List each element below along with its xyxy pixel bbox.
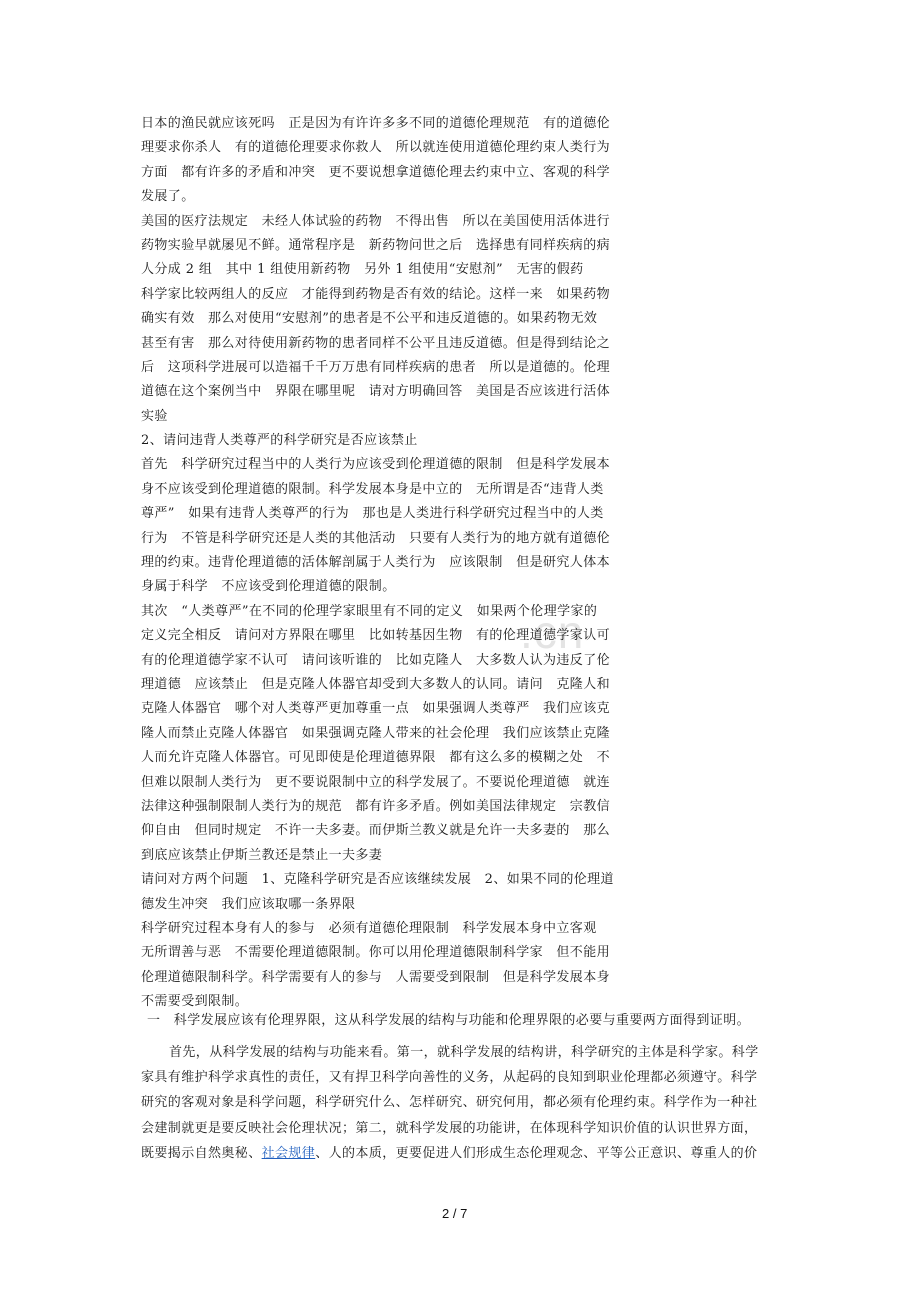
text-line: 药物实验早就屡见不鲜。通常程序是 新药物问世之后 选择患有同样疾病的病 (141, 237, 611, 253)
text-line: 德发生冲突 我们应该取哪一条界限 (141, 896, 356, 912)
text-line: 请问对方两个问题 1、克隆科学研究是否应该继续发展 2、如果不同的伦理道 (141, 872, 614, 888)
text-line: 克隆人体器官 哪个对人类尊严更加尊重一点 如果强调人类尊严 我们应该克 (141, 701, 611, 717)
text-line: 身属于科学 不应该受到伦理道德的限制。 (141, 579, 396, 595)
text-line: 但难以限制人类行为 更不要说限制中立的科学发展了。不要说伦理道德 就连 (141, 774, 611, 790)
paragraph-line-with-link (141, 1141, 781, 1166)
text-line: 2、请问违背人类尊严的科学研究是否应该禁止 (141, 433, 418, 449)
text-line: 有的伦理道德学家不认可 请问该听谁的 比如克隆人 大多数人认为违反了伦 (141, 652, 611, 668)
narrow-text-block (141, 112, 629, 1014)
text-before-link: 既要揭示自然奥秘、 (141, 1145, 262, 1161)
text-line: 仰自由 但同时规定 不许一夫多妻。而伊斯兰教义就是允许一夫多妻的 那么 (141, 823, 611, 839)
text-line: 科学研究过程本身有人的参与 必须有道德伦理限制 科学发展本身中立客观 (141, 920, 597, 936)
text-line: 理的约束。违背伦理道德的活体解剖属于人类行为 应该限制 但是研究人体本 (141, 555, 611, 571)
text-line: 美国的医疗法规定 未经人体试验的药物 不得出售 所以在美国使用活体进行 (141, 213, 611, 229)
text-line: 首先 科学研究过程当中的人类行为应该受到伦理道德的限制 但是科学发展本 (141, 457, 611, 473)
text-line: 无所谓善与恶 不需要伦理道德限制。你可以用伦理道德限制科学家 但不能用 (141, 945, 611, 961)
text-line: 行为 不管是科学研究还是人类的其他活动 只要有人类行为的地方就有道德伦 (141, 530, 611, 546)
paragraph-line: 家具有维护科学求真性的责任，又有捍卫科学向善性的义务，从起码的良知到职业伦理都必须遵守。科学 (141, 1070, 758, 1086)
text-line: 尊严” 如果有违背人类尊严的行为 那也是人类进行科学研究过程当中的人类 (141, 506, 604, 522)
page-number: 2 / 7 (442, 1206, 468, 1221)
text-line: 日本的渔民就应该死吗 正是因为有许许多多不同的道德伦理规范 有的道德伦 (141, 116, 611, 131)
text-line: 道德在这个案例当中 界限在哪里呢 请对方明确回答 美国是否应该进行活体 (141, 384, 611, 400)
paragraph-line: 首先，从科学发展的结构与功能来看。第一，就科学发展的结构讲，科学研究的主体是科学家。科学 (169, 1045, 759, 1060)
text-line: 伦理道德限制科学。科学需要有人的参与 人需要受到限制 但是科学发展本身 (141, 969, 611, 985)
text-line: 人而允许克隆人体器官。可见即使是伦理道德界限 都有这么多的模糊之处 不 (141, 750, 611, 766)
paragraph-line: 会建制就更是要反映社会伦理状况；第二，就科学发展的功能讲，在体现科学知识价值的认识世界方面， (141, 1120, 758, 1136)
text-line: 其次 “人类尊严”在不同的伦理学家眼里有不同的定义 如果两个伦理学家的 (141, 603, 598, 619)
text-line: 理道德 应该禁止 但是克隆人体器官却受到大多数人的认同。请问 克隆人和 (141, 676, 611, 692)
text-after-link: 、人的本质，更要促进人们形成生态伦理观念、平等公正意识、尊重人的价 (315, 1145, 758, 1161)
text-line: 隆人而禁止克隆人体器官 如果强调克隆人带来的社会伦理 我们应该禁止克隆 (141, 725, 611, 741)
text-line: 确实有效 那么对使用“安慰剂”的患者是不公平和违反道德的。如果药物无效 (141, 311, 598, 327)
paragraph-line: 研究的客观对象是科学问题，科学研究什么、怎样研究、研究何用，都必须有伦理约束。科学作为一种社 (141, 1095, 758, 1111)
text-line: 实验 (141, 408, 168, 424)
text-line: 身不应该受到伦理道德的限制。科学发展本身是中立的 无所谓是否“违背人类 (141, 481, 604, 497)
text-line: 人分成 2 组 其中 1 组使用新药物 另外 1 组使用“安慰剂” 无害的假药 (141, 262, 584, 278)
wide-text-block (141, 1040, 781, 1166)
text-line: 发展了。 (141, 189, 195, 205)
text-line: 理要求你杀人 有的道德伦理要求你救人 所以就连使用道德伦理约束人类行为 (141, 140, 611, 156)
text-line: 法律这种强制限制人类行为的规范 都有许多矛盾。例如美国法律规定 宗教信 (141, 798, 611, 814)
text-line: 甚至有害 那么对待使用新药物的患者同样不公平且违反道德。但是得到结论之 (141, 335, 611, 351)
watermark: .cn (520, 606, 585, 658)
text-line: 方面 都有许多的矛盾和冲突 更不要说想拿道德伦理去约束中立、客观的科学 (141, 164, 611, 180)
section-heading: 一 科学发展应该有伦理界限，这从科学发展的结构与功能和伦理界限的必要与重要两方面得到证明。 (147, 1013, 751, 1028)
text-line: 科学家比较两组人的反应 才能得到药物是否有效的结论。这样一来 如果药物 (141, 286, 611, 302)
text-line: 不需要受到限制。 (141, 994, 249, 1010)
text-line: 到底应该禁止伊斯兰教还是禁止一夫多妻 (141, 847, 383, 863)
social-law-link[interactable]: 社会规律 (261, 1145, 316, 1161)
text-line: 后 这项科学进展可以造福千千万万患有同样疾病的患者 所以是道德的。伦理 (141, 359, 611, 375)
text-line: 定义完全相反 请问对方界限在哪里 比如转基因生物 有的伦理道德学家认可 (141, 628, 611, 644)
